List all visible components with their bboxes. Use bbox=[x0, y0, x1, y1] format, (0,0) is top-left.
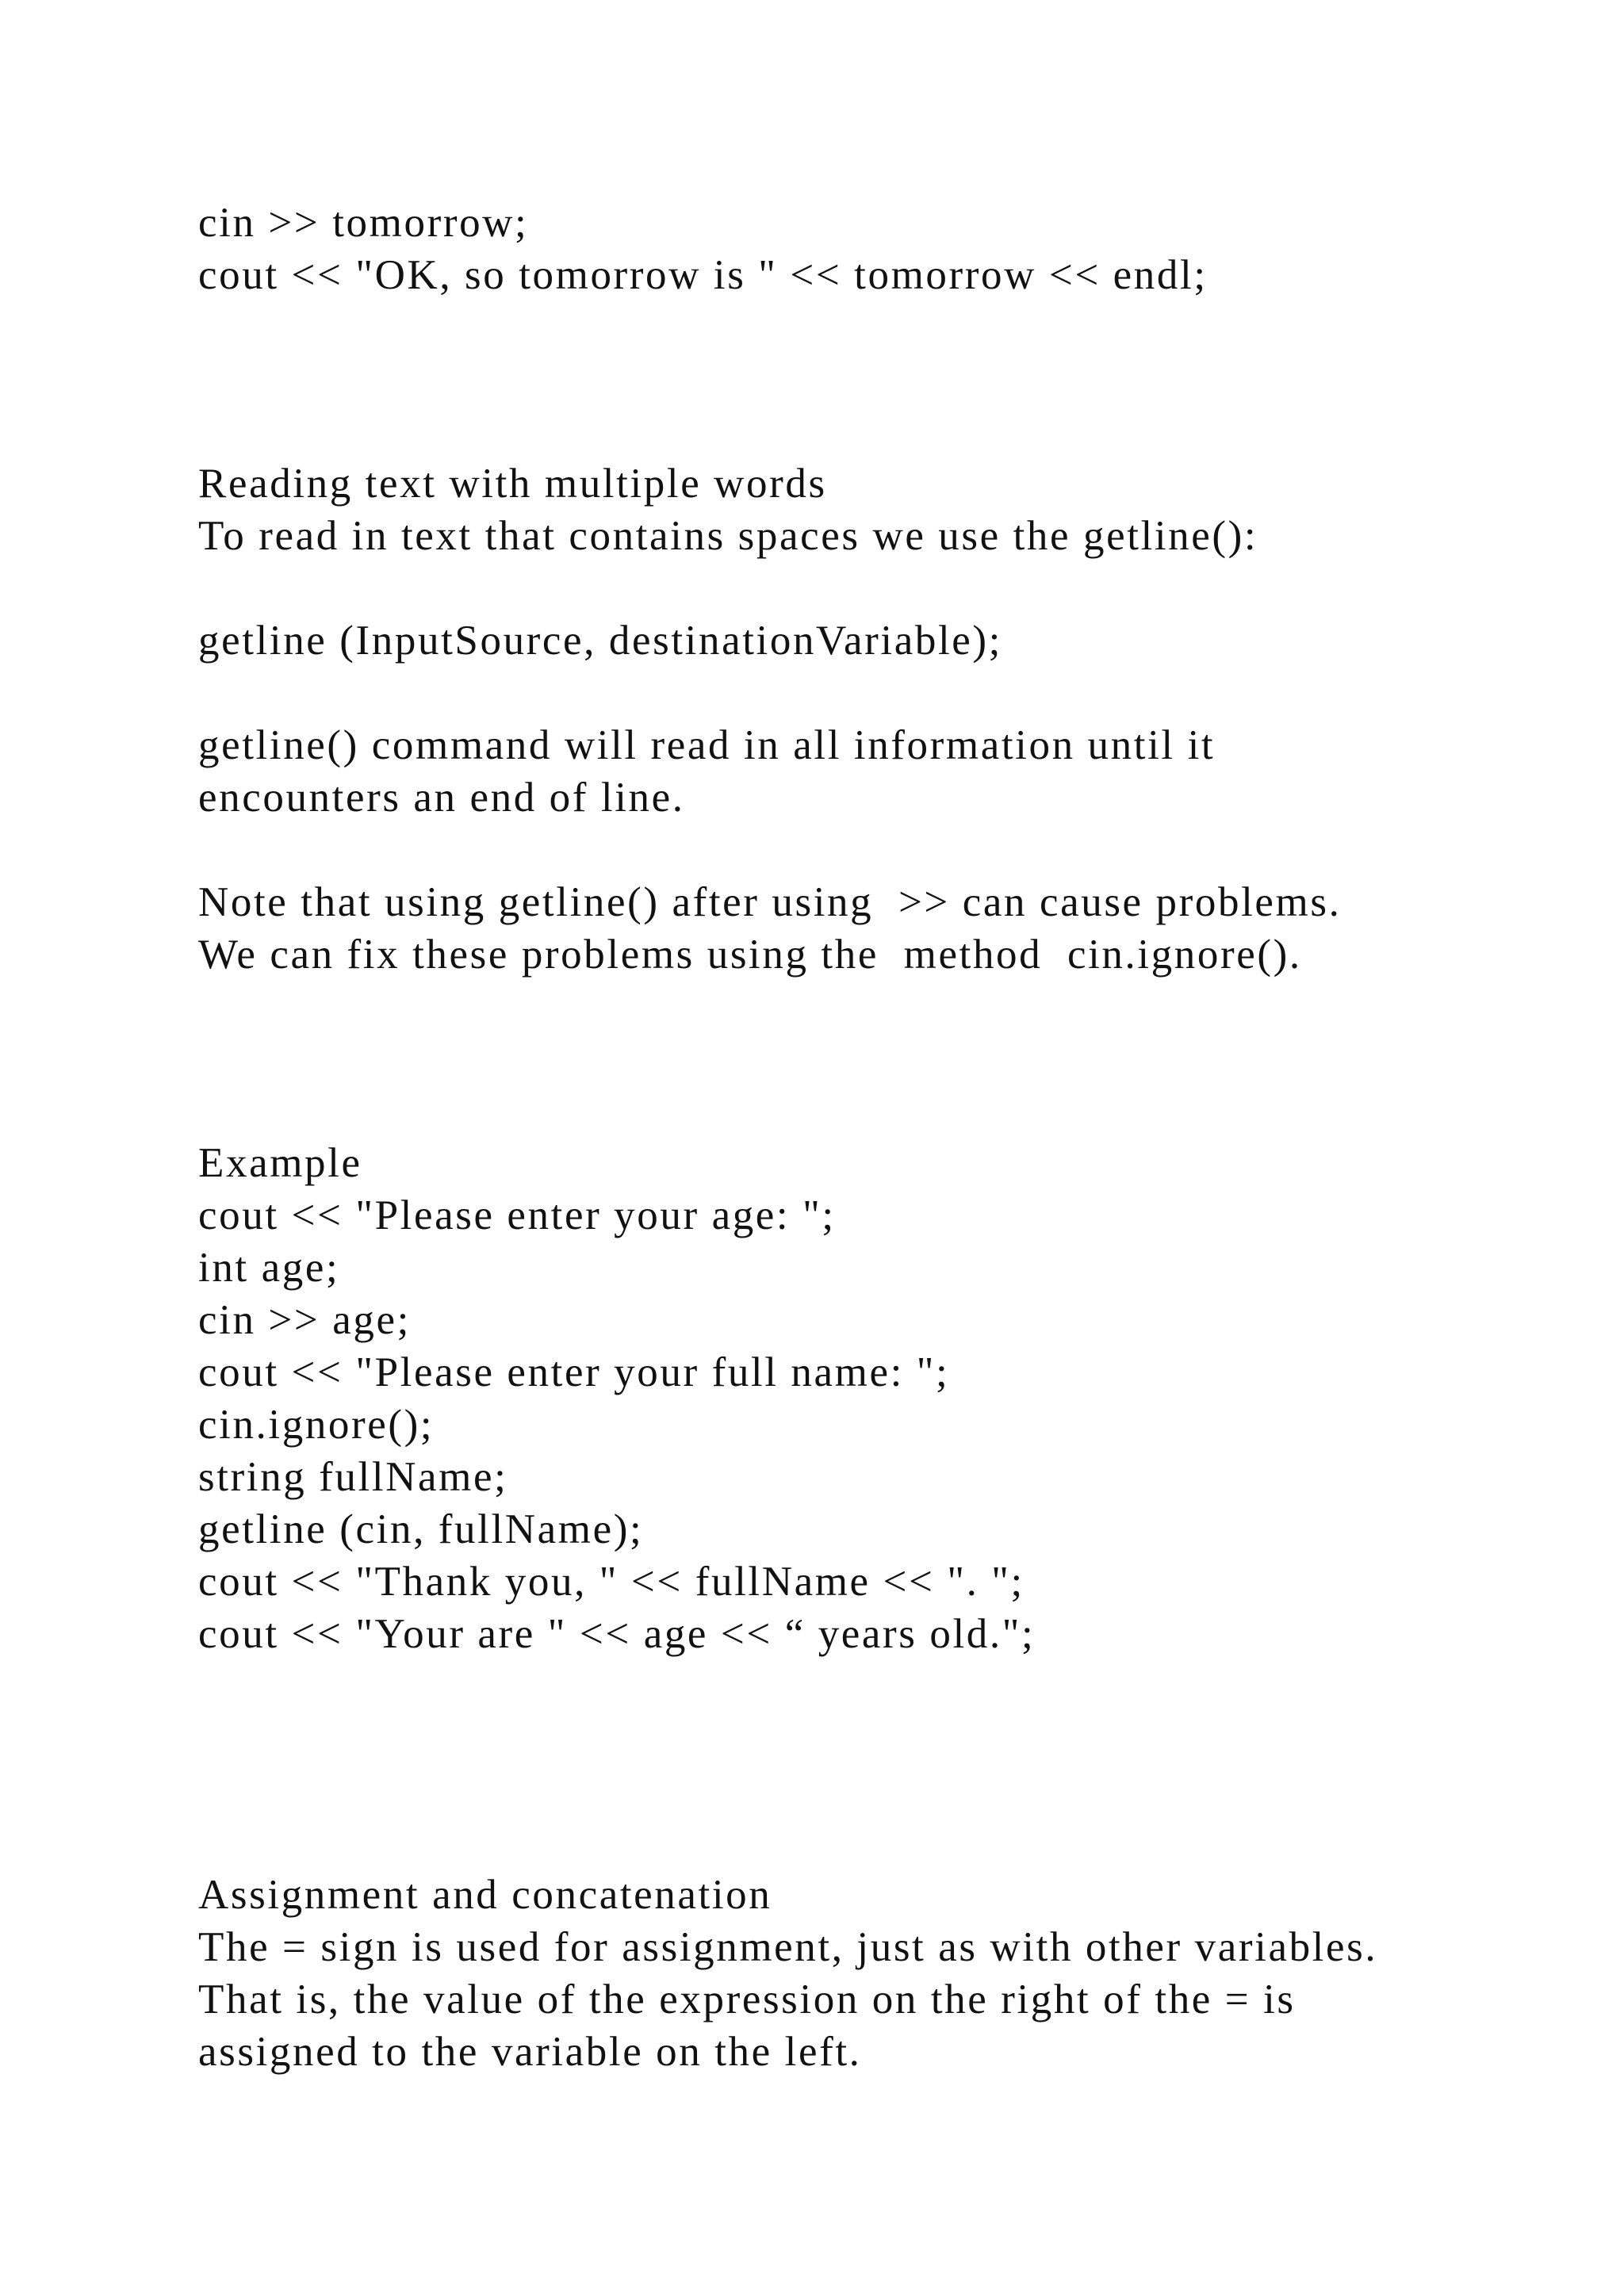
section-heading: Example bbox=[198, 1140, 362, 1186]
paragraph-line: assigned to the variable on the left. bbox=[198, 2029, 862, 2075]
paragraph-line: To read in text that contains spaces we use the getline(): bbox=[198, 513, 1258, 559]
code-line: cout << "Thank you, " << fullName << ". "; bbox=[198, 1559, 1025, 1605]
paragraph-line: encounters an end of line. bbox=[198, 775, 685, 821]
code-line: cout << "Your are " << age << “ years old."; bbox=[198, 1611, 1036, 1657]
code-line: int age; bbox=[198, 1245, 340, 1291]
paragraph-line: Note that using getline() after using >> can cause problems. bbox=[198, 879, 1342, 925]
code-line: cout << "Please enter your full name: "; bbox=[198, 1349, 950, 1395]
code-line: cin.ignore(); bbox=[198, 1402, 435, 1448]
code-line: getline (InputSource, destinationVariable); bbox=[198, 618, 1002, 664]
code-line: cin >> tomorrow; bbox=[198, 200, 529, 246]
paragraph-line: The = sign is used for assignment, just as with other variables. bbox=[198, 1924, 1378, 1970]
code-line: cout << "Please enter your age: "; bbox=[198, 1192, 836, 1238]
code-line: string fullName; bbox=[198, 1454, 508, 1500]
code-line: cout << "OK, so tomorrow is " << tomorrow << endl; bbox=[198, 252, 1208, 298]
section-heading: Assignment and concatenation bbox=[198, 1872, 772, 1918]
section-heading: Reading text with multiple words bbox=[198, 461, 827, 507]
code-line: cin >> age; bbox=[198, 1297, 411, 1343]
code-line: getline (cin, fullName); bbox=[198, 1506, 644, 1552]
paragraph-line: That is, the value of the expression on the right of the = is bbox=[198, 1976, 1296, 2022]
paragraph-line: We can fix these problems using the method cin.ignore(). bbox=[198, 932, 1302, 978]
paragraph-line: getline() command will read in all information until it bbox=[198, 722, 1216, 768]
